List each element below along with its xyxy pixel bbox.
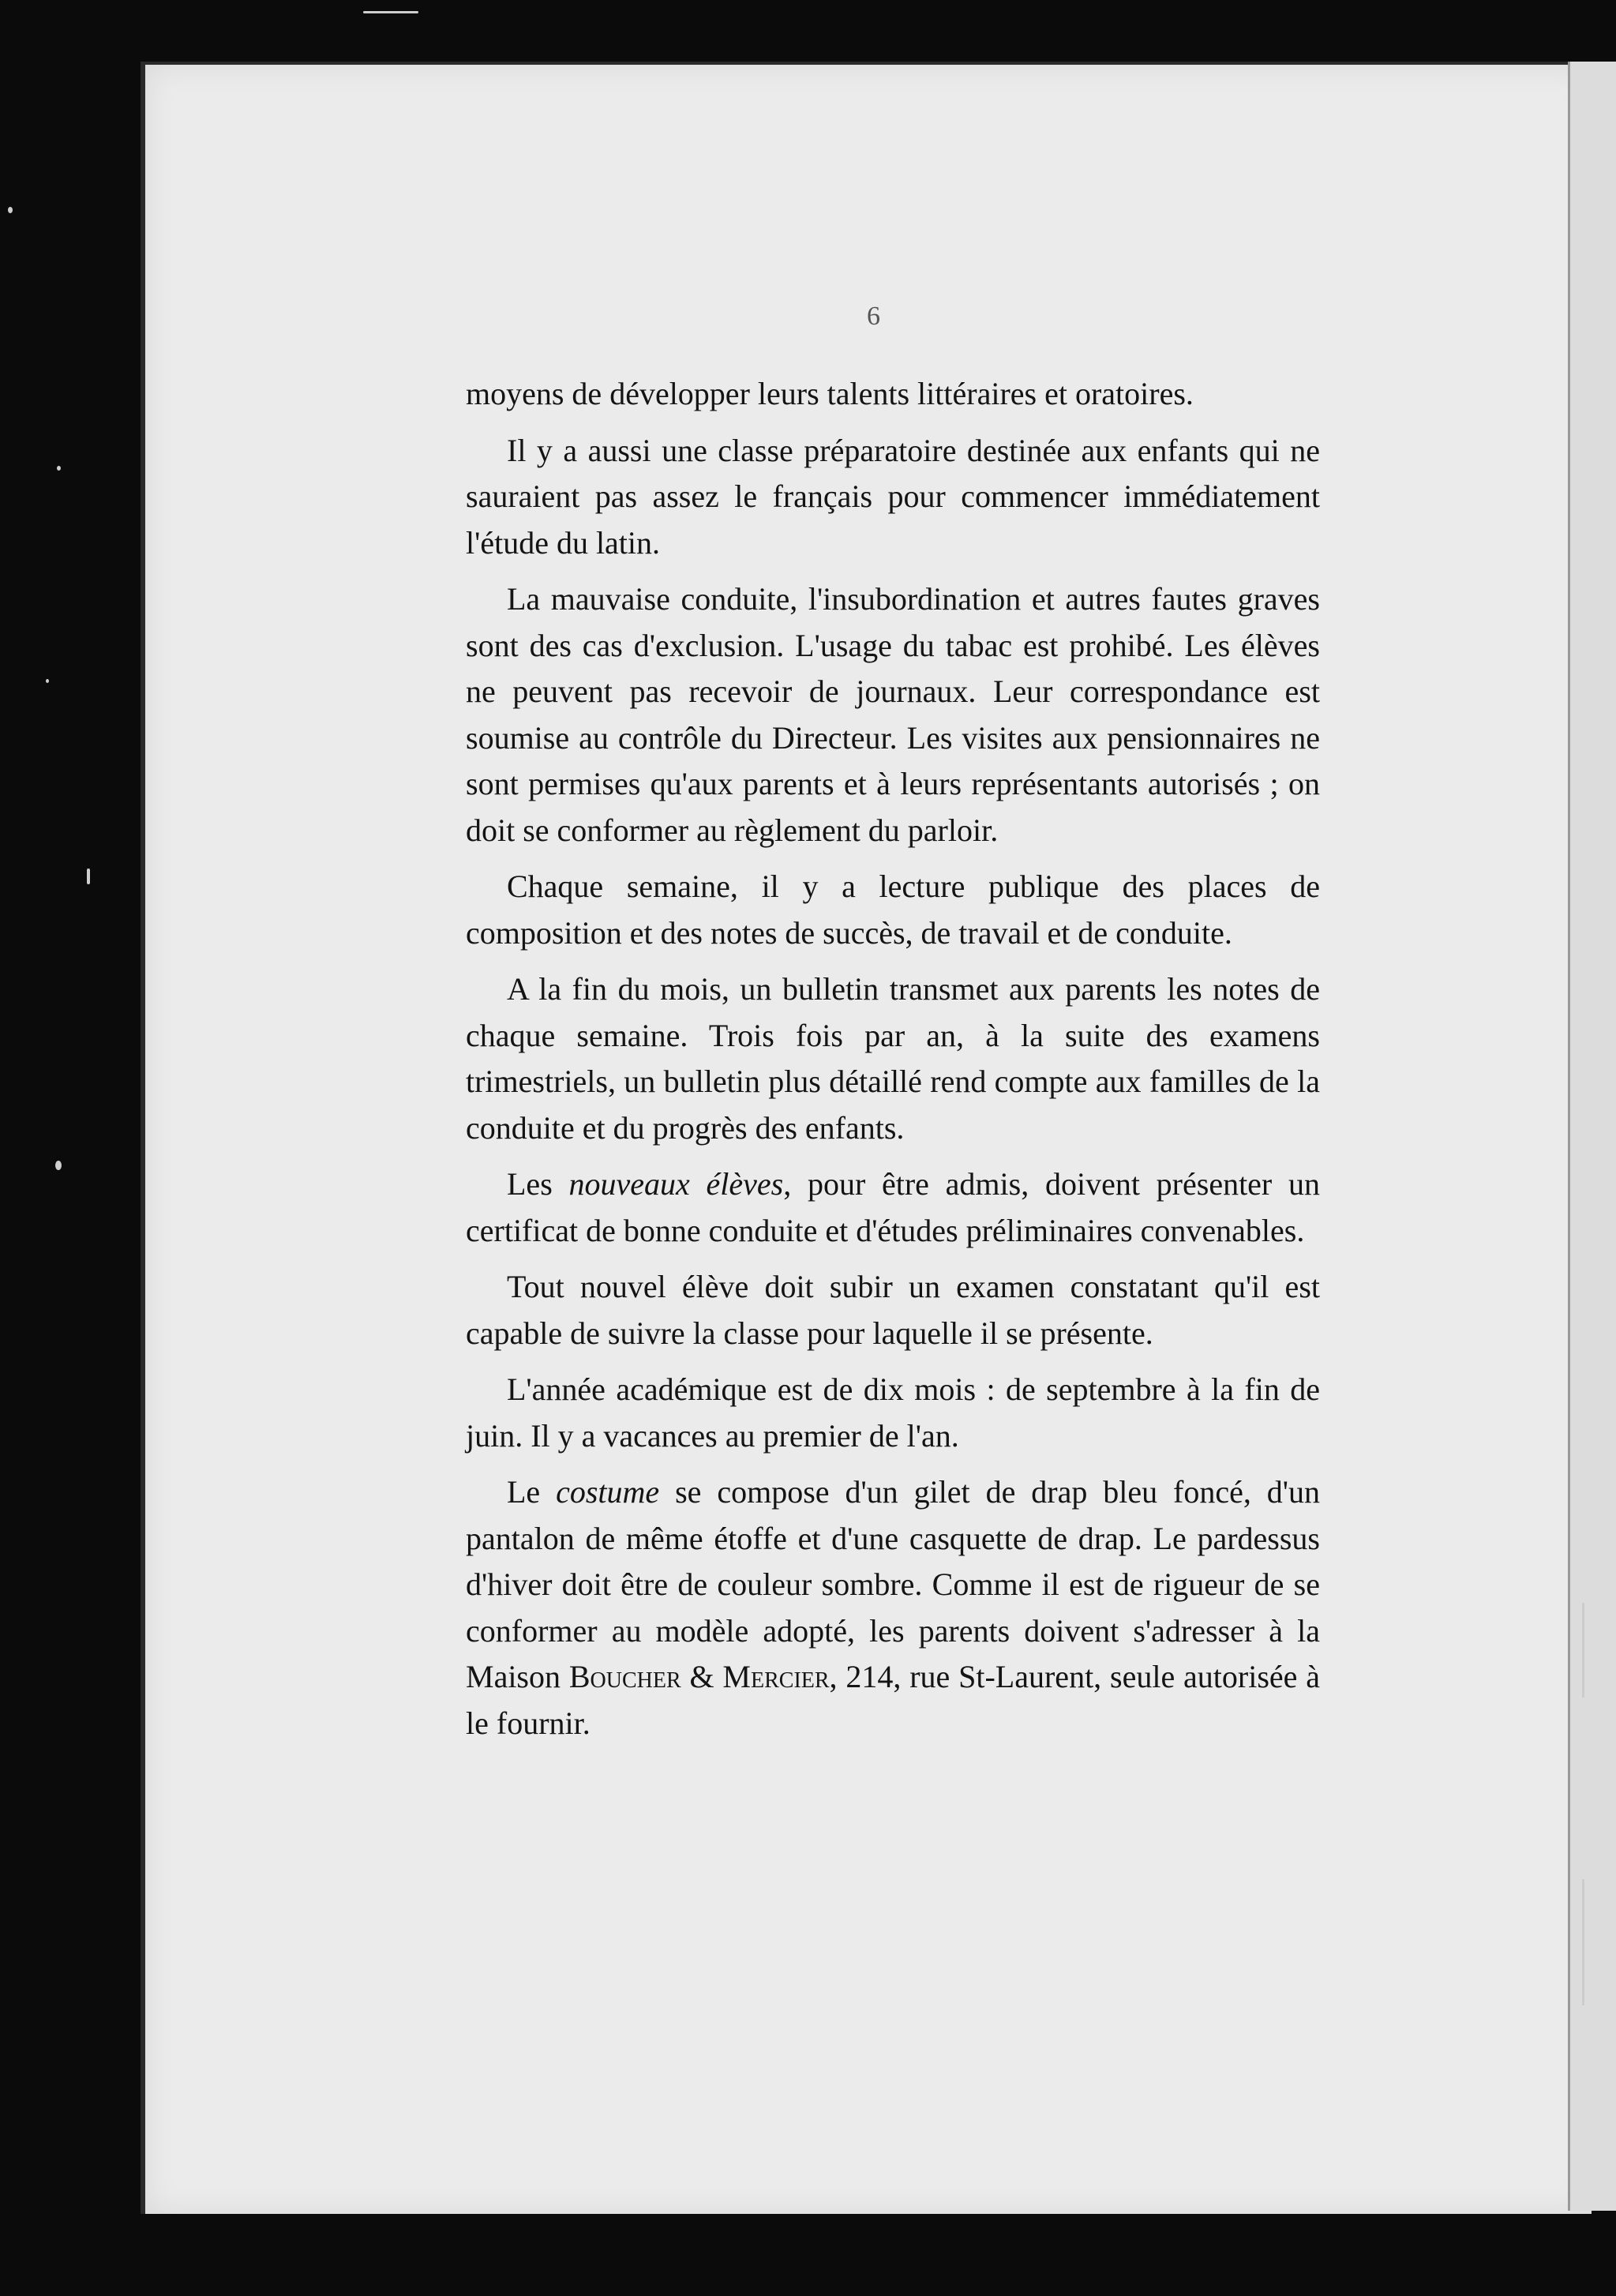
text-run: , 214, rue St-Laurent, seule autorisée à le fournir. — [466, 1659, 1320, 1741]
margin-mark — [1582, 1879, 1584, 2005]
paragraph: L'année académique est de dix mois : de septembre à la fin de juin. Il y a vacances au premier de l'an. — [466, 1371, 1320, 1454]
scan-speck — [87, 869, 90, 884]
text-run: se compose d'un gilet de drap bleu foncé, d'un pantalon de même étoffe et d'une casquette de drap. Le pardessus d'hiver doit être de couleur sombre. Comme il est de rigueur de se conformer au modèle adopté, les parents doivent s'adresser à la Maison — [466, 1474, 1320, 1694]
text-run: , pour être admis, doivent présenter un certificat de bonne conduite et d'études préliminaires convenables. — [466, 1166, 1320, 1248]
text-run: Le — [507, 1474, 557, 1510]
scan-speck — [8, 207, 13, 213]
scan-speck — [46, 679, 49, 683]
company-name: Boucher & Mercier — [568, 1659, 830, 1694]
paragraph: A la fin du mois, un bulletin transmet aux parents les notes de chaque semaine. Trois fois par an, à la suite des examens trimestriels, un bulletin plus détaillé rend compte aux familles de la conduite et du progrès des enfants. — [466, 971, 1320, 1146]
scan-speck — [55, 1161, 62, 1170]
paragraph: moyens de développer leurs talents littéraires et oratoires. — [466, 376, 1194, 411]
paragraph: Chaque semaine, il y a lecture publique des places de composition et des notes de succès, de travail et de conduite. — [466, 869, 1320, 951]
paragraph: Il y a aussi une classe préparatoire destinée aux enfants qui ne sauraient pas assez le français pour commencer immédiatement l'étude du latin. — [466, 432, 1320, 561]
page-edge — [1568, 62, 1616, 2211]
page-number: 6 — [867, 302, 882, 331]
scan-speck — [57, 466, 61, 471]
paragraph — [466, 1161, 1320, 1254]
italic-term: costume — [556, 1474, 660, 1510]
italic-term: nouveaux élèves — [568, 1166, 784, 1202]
text-run: Les — [507, 1166, 569, 1202]
paragraph: Tout nouvel élève doit subir un examen constatant qu'il est capable de suivre la classe pour laquelle il se présente. — [466, 1269, 1320, 1351]
paragraph — [466, 1469, 1320, 1746]
margin-mark — [1582, 1603, 1584, 1698]
body-text — [466, 371, 1320, 1746]
paragraph: La mauvaise conduite, l'insubordination et autres fautes graves sont des cas d'exclusion. L'usage du tabac est prohibé. Les élèves ne peuvent pas recevoir de journaux. Leur correspondance est soumise au contrôle du Directeur. Les visites aux pensionnaires ne sont permises qu'aux parents et à leurs représentants autorisés ; on doit se conformer au règlement du parloir. — [466, 581, 1320, 848]
scan-speck — [363, 11, 418, 13]
